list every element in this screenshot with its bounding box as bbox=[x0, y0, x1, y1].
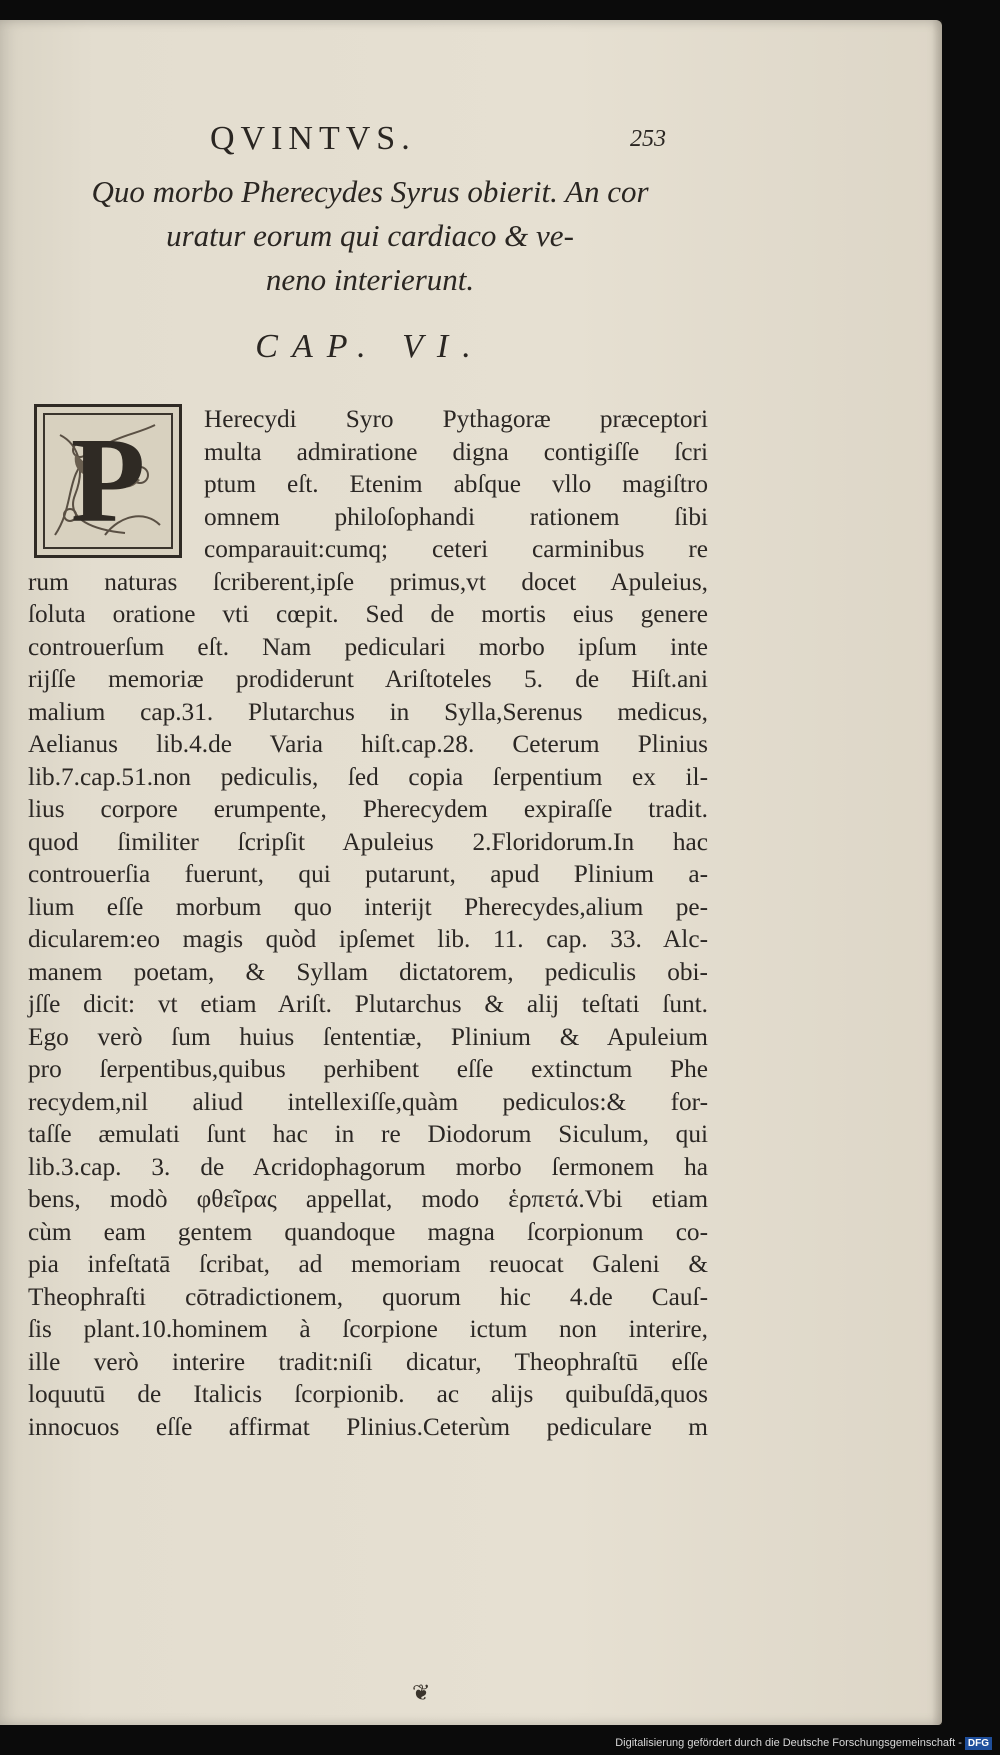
book-page bbox=[0, 20, 942, 1725]
text-line: pia infeſtatā ſcribat, ad memoriam reuocat Galeni & bbox=[28, 1250, 708, 1278]
text-line: quod ſimiliter ſcripſit Apuleius 2.Floridorum.In hac bbox=[28, 827, 708, 856]
digitization-credit bbox=[615, 1737, 992, 1750]
text-line: cùm eam gentem quandoque magna ſcorpionum co- bbox=[28, 1217, 708, 1246]
text-line: loquutū de Italicis ſcorpionib. ac alijs quibuſdā,quos bbox=[28, 1380, 708, 1408]
dfg-logo: DFG bbox=[965, 1737, 992, 1750]
text-line: bens, modò φθεῖρας appellat, modo ἑρπετά.Vbi etiam bbox=[28, 1185, 708, 1213]
text-line: recydem,nil aliud intellexiſſe,quàm pediculos:& for- bbox=[28, 1087, 708, 1116]
page-number: 253 bbox=[630, 126, 666, 152]
body-text bbox=[28, 403, 708, 1443]
chapter-heading bbox=[60, 170, 680, 302]
signature-mark: ❦ bbox=[412, 1680, 431, 1705]
text-line: Aelianus lib.4.de Varia hiſt.cap.28. Ceterum Plinius bbox=[28, 730, 708, 758]
text-line: lib.3.cap. 3. de Acridophagorum morbo ſermonem ha bbox=[28, 1152, 708, 1181]
text-line: Herecydi Syro Pythagoræ præceptori bbox=[204, 405, 708, 433]
text-line: controuerſia fuerunt, qui putarunt, apud Plinium a- bbox=[28, 860, 708, 888]
text-line: rijſſe memoriæ prodiderunt Ariſtoteles 5. de Hiſt.ani bbox=[28, 665, 708, 693]
text-line: ſoluta oratione vti cœpit. Sed de mortis eius genere bbox=[28, 600, 708, 628]
initial-letter: P bbox=[70, 413, 146, 548]
text-line: ſis plant.10.hominem à ſcorpione ictum non interire, bbox=[28, 1315, 708, 1343]
chapter-heading-line: Quo morbo Pherecydes Syrus obierit. An cor bbox=[91, 174, 649, 209]
chapter-heading-line: uratur eorum qui cardiaco & ve- bbox=[166, 218, 574, 253]
credit-text: Digitalisierung gefördert durch die Deutsche Forschungsgemeinschaft - bbox=[615, 1737, 962, 1749]
text-line: controuerſum eſt. Nam pediculari morbo ipſum inte bbox=[28, 632, 708, 661]
text-line: lium eſſe morbum quo interijt Pherecydes,alium pe- bbox=[28, 892, 708, 921]
running-title: QVINTVS. bbox=[210, 120, 416, 157]
text-line: manem poetam, & Syllam dictatorem, pediculis obi- bbox=[28, 957, 708, 986]
text-line: taſſe æmulati ſunt hac in re Diodorum Siculum, qui bbox=[28, 1120, 708, 1148]
text-line: Ego verò ſum huius ſententiæ, Plinium & Apuleium bbox=[28, 1022, 708, 1051]
text-line: innocuos eſſe affirmat Plinius.Ceterùm pediculare m bbox=[28, 1412, 708, 1441]
text-line: pro ſerpentibus,quibus perhibent eſſe extinctum Phe bbox=[28, 1055, 708, 1083]
text-line: comparauit:cumq; ceteri carminibus re bbox=[204, 535, 708, 563]
text-line: ptum eſt. Etenim abſque vllo magiſtro bbox=[204, 470, 708, 498]
text-line: lius corpore erumpente, Pherecydem expiraſſe tradit. bbox=[28, 795, 708, 823]
page-edge-shadow bbox=[932, 20, 942, 1725]
text-line: malium cap.31. Plutarchus in Sylla,Serenus medicus, bbox=[28, 697, 708, 726]
running-head bbox=[180, 106, 710, 166]
chapter-number: CAP. VI. bbox=[255, 328, 485, 365]
text-line: omnem philoſophandi rationem ſibi bbox=[204, 502, 708, 531]
text-line: multa admiratione digna contigiſſe ſcri bbox=[204, 437, 708, 466]
text-line: Theophraſti cōtradictionem, quorum hic 4.de Cauſ- bbox=[28, 1282, 708, 1311]
chapter-heading-line: neno interierunt. bbox=[265, 262, 475, 297]
text-line: rum naturas ſcriberent,ipſe primus,vt docet Apuleius, bbox=[28, 567, 708, 596]
text-line: ille verò interire tradit:niſi dicatur, Theophraſtū eſſe bbox=[28, 1347, 708, 1376]
text-line: jſſe dicit: vt etiam Ariſt. Plutarchus & alij teſtati ſunt. bbox=[28, 990, 708, 1018]
text-line: dicularem:eo magis quòd ipſemet lib. 11. cap. 33. Alc- bbox=[28, 925, 708, 953]
text-line: lib.7.cap.51.non pediculis, ſed copia ſerpentium ex il- bbox=[28, 762, 708, 791]
